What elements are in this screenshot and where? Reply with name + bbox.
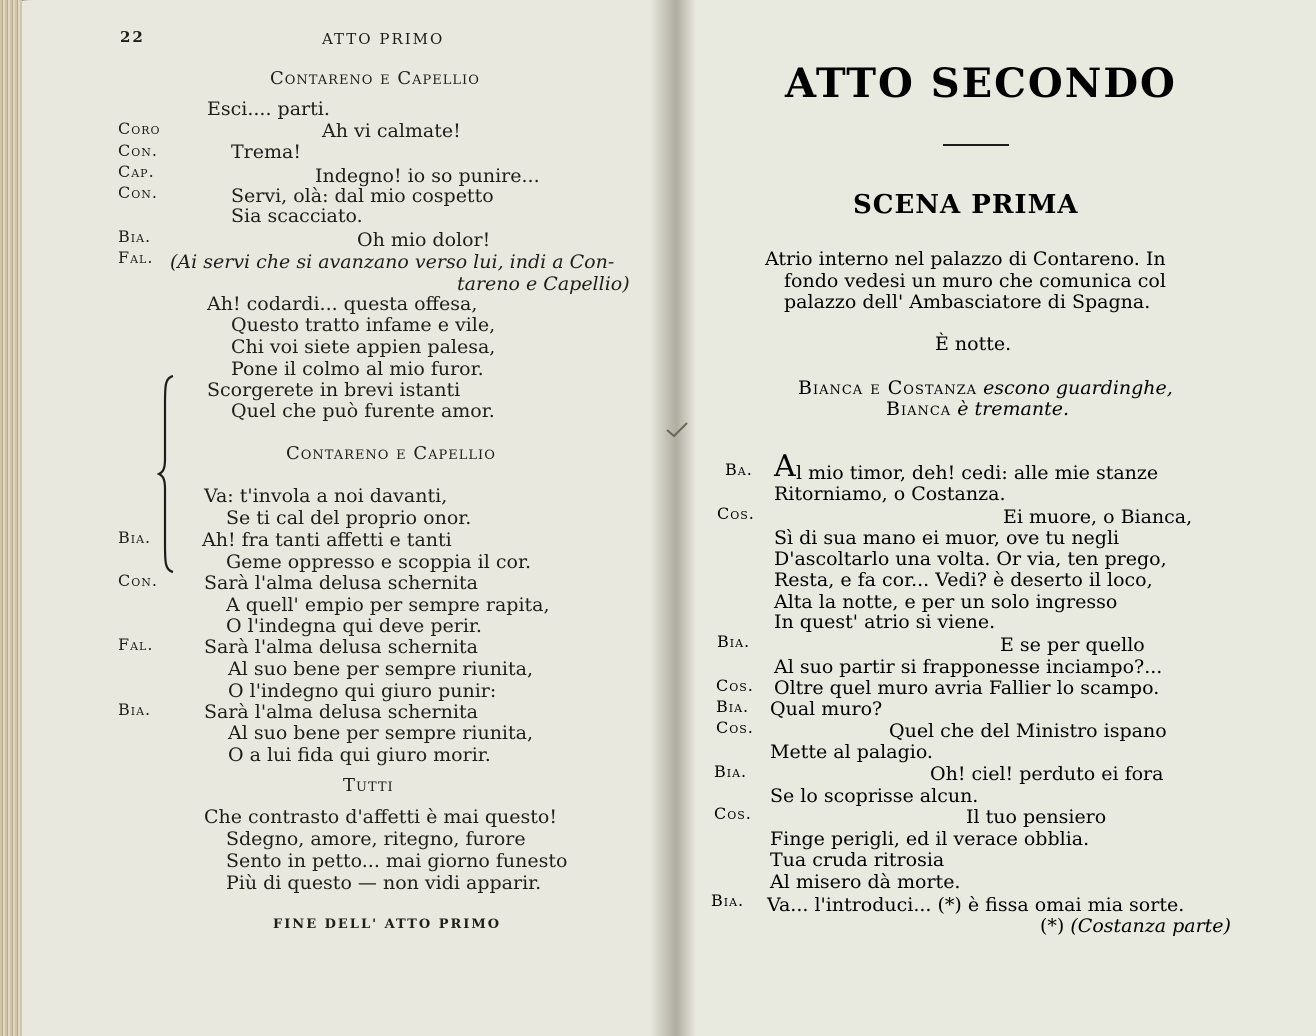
entrance-names: Bianca e Costanza <box>798 377 978 399</box>
page-number: 22 <box>120 28 145 46</box>
verse-line: Oltre quel muro avria Fallier lo scampo. <box>774 677 1160 699</box>
verse-line: Resta, e fa cor... Vedi? è deserto il loco, <box>774 569 1153 591</box>
brace-bracket <box>157 374 175 574</box>
speaker-label: Bia. <box>716 697 750 716</box>
entrance-action: escono guardinghe, <box>983 377 1173 399</box>
end-of-act-footer: FINE DELL' ATTO PRIMO <box>273 917 502 932</box>
verse-line: O l'indegna qui deve perir. <box>226 615 482 637</box>
drop-cap: A <box>774 449 796 484</box>
speaker-label: Coro <box>118 119 161 138</box>
heading-contareno-capellio: Contareno e Capellio <box>270 68 480 89</box>
verse-line: Sia scacciato. <box>231 205 363 227</box>
verse-line: Al suo partir si frapponesse inciampo?... <box>774 656 1163 678</box>
speaker-label: Cap. <box>118 162 155 181</box>
scene-title: SCENA PRIMA <box>853 190 1079 220</box>
verse-line: l mio timor, deh! cedi: alle mie stanze <box>796 462 1159 484</box>
speaker-label: Bia. <box>118 227 152 246</box>
verse-line: Mette al palagio. <box>770 741 933 763</box>
page-edge <box>0 0 22 1036</box>
entrance-direction <box>798 377 1173 399</box>
speaker-label: Fal. <box>118 635 154 654</box>
verse-line: Il tuo pensiero <box>966 806 1107 828</box>
verse-line: Oh! ciel! perduto ei fora <box>930 763 1164 785</box>
verse-line: Al suo bene per sempre riunita, <box>228 722 534 744</box>
verse-line: Tua cruda ritrosia <box>770 849 945 871</box>
speaker-label: Bia. <box>717 632 751 651</box>
verse-line: Ritorniamo, o Costanza. <box>774 483 1006 505</box>
verse-line: Pone il colmo al mio furor. <box>231 358 484 380</box>
verse-line: In quest' atrio si viene. <box>774 611 996 633</box>
verse-line: Trema! <box>231 141 301 163</box>
verse-line: D'ascoltarlo una volta. Or via, ten prego, <box>774 548 1167 570</box>
verse-line: Sarà l'alma delusa schernita <box>204 701 478 723</box>
speaker-label: Cos. <box>717 504 755 523</box>
speaker-label: Bia. <box>118 700 152 719</box>
verse-line: Chi voi siete appien palesa, <box>231 336 496 358</box>
stage-direction: (Ai servi che si avanzano verso lui, indi a Con- <box>170 251 615 273</box>
speaker-label: Cos. <box>716 718 754 737</box>
speaker-label: Con. <box>118 141 158 160</box>
verse-line: Se lo scoprisse alcun. <box>770 785 979 807</box>
footnote-text: (Costanza parte) <box>1070 915 1231 937</box>
speaker-label: Fal. <box>118 248 154 267</box>
verse-line: E se per quello <box>1000 634 1145 656</box>
footnote-mark: (*) <box>1040 915 1065 937</box>
verse-line: Questo tratto infame e vile, <box>231 314 496 336</box>
pencil-mark <box>665 420 689 442</box>
verse-line: Esci.... parti. <box>207 98 330 120</box>
speaker-label: Bia. <box>714 762 748 781</box>
verse-line: Scorgerete in brevi istanti <box>207 379 461 401</box>
speaker-label: Ba. <box>725 460 753 479</box>
speaker-label: Con. <box>118 571 158 590</box>
verse-line: Sarà l'alma delusa schernita <box>204 636 478 658</box>
running-head: ATTO PRIMO <box>322 30 445 48</box>
verse-line: Più di questo — non vidi apparir. <box>226 872 542 894</box>
gutter-shadow <box>650 0 676 1036</box>
verse-line: Alta la notte, e per un solo ingresso <box>774 591 1118 613</box>
verse-line: Se ti cal del proprio onor. <box>226 507 472 529</box>
verse-line: Ei muore, o Bianca, <box>1003 506 1193 528</box>
verse-line: A quell' empio per sempre rapita, <box>226 594 550 616</box>
verse-line: Al misero dà morte. <box>770 871 961 893</box>
stage-direction: tareno e Capellio) <box>457 273 630 295</box>
verse-line: Qual muro? <box>770 698 883 720</box>
heading-tutti: Tutti <box>343 775 394 796</box>
verse-line: Finge perigli, ed il verace obblia. <box>770 828 1090 850</box>
verse-line: Servi, olà: dal mio cospetto <box>231 185 494 207</box>
setting-line: Atrio interno nel palazzo di Contareno. In <box>765 248 1166 270</box>
verse-line: Quel che può furente amor. <box>231 400 495 422</box>
gutter-shadow <box>676 0 696 1036</box>
entrance-name-2: Bianca <box>886 398 952 420</box>
entrance-action-2: è tremante. <box>957 398 1069 420</box>
time-note: È notte. <box>935 333 1012 355</box>
verse-line: Indegno! io so punire... <box>315 165 540 187</box>
verse-line: Sarà l'alma delusa schernita <box>204 572 478 594</box>
verse-line: Ah! codardi... questa offesa, <box>207 293 478 315</box>
verse-line: O l'indegno qui giuro punir: <box>228 680 497 702</box>
speaker-label: Con. <box>118 183 158 202</box>
verse-line: Ah vi calmate! <box>322 120 461 142</box>
verse-line: Va... l'introduci... (*) è fissa omai mia sorte. <box>767 894 1185 916</box>
verse-line: Ah! fra tanti affetti e tanti <box>202 529 452 551</box>
verse-line: Quel che del Ministro ispano <box>889 720 1167 742</box>
verse-line: Al suo bene per sempre riunita, <box>228 658 534 680</box>
speaker-label: Cos. <box>716 676 754 695</box>
verse-line: Sento in petto... mai giorno funesto <box>226 850 568 872</box>
act-title: ATTO SECONDO <box>785 60 1177 107</box>
setting-line: palazzo dell' Ambasciatore di Spagna. <box>784 291 1151 313</box>
verse-line: Che contrasto d'affetti è mai questo! <box>204 806 557 828</box>
verse-line: Sì di sua mano ei muor, ove tu negli <box>774 527 1120 549</box>
entrance-direction-2 <box>886 398 1069 420</box>
setting-line: fondo vedesi un muro che comunica col <box>784 270 1166 292</box>
speaker-label: Cos. <box>714 804 752 823</box>
verse-line: Va: t'invola a noi davanti, <box>204 485 448 507</box>
footnote <box>1040 915 1231 937</box>
verse-line: Geme oppresso e scoppia il cor. <box>226 551 531 573</box>
verse-line: Sdegno, amore, ritegno, furore <box>226 828 526 850</box>
verse-line: Oh mio dolor! <box>357 229 491 251</box>
heading-contareno-capellio-2: Contareno e Capellio <box>286 443 496 464</box>
verse-line: O a lui fida qui giuro morir. <box>228 744 491 766</box>
title-rule <box>943 144 1009 146</box>
speaker-label: Bia. <box>711 891 745 910</box>
speaker-label: Bia. <box>118 528 152 547</box>
